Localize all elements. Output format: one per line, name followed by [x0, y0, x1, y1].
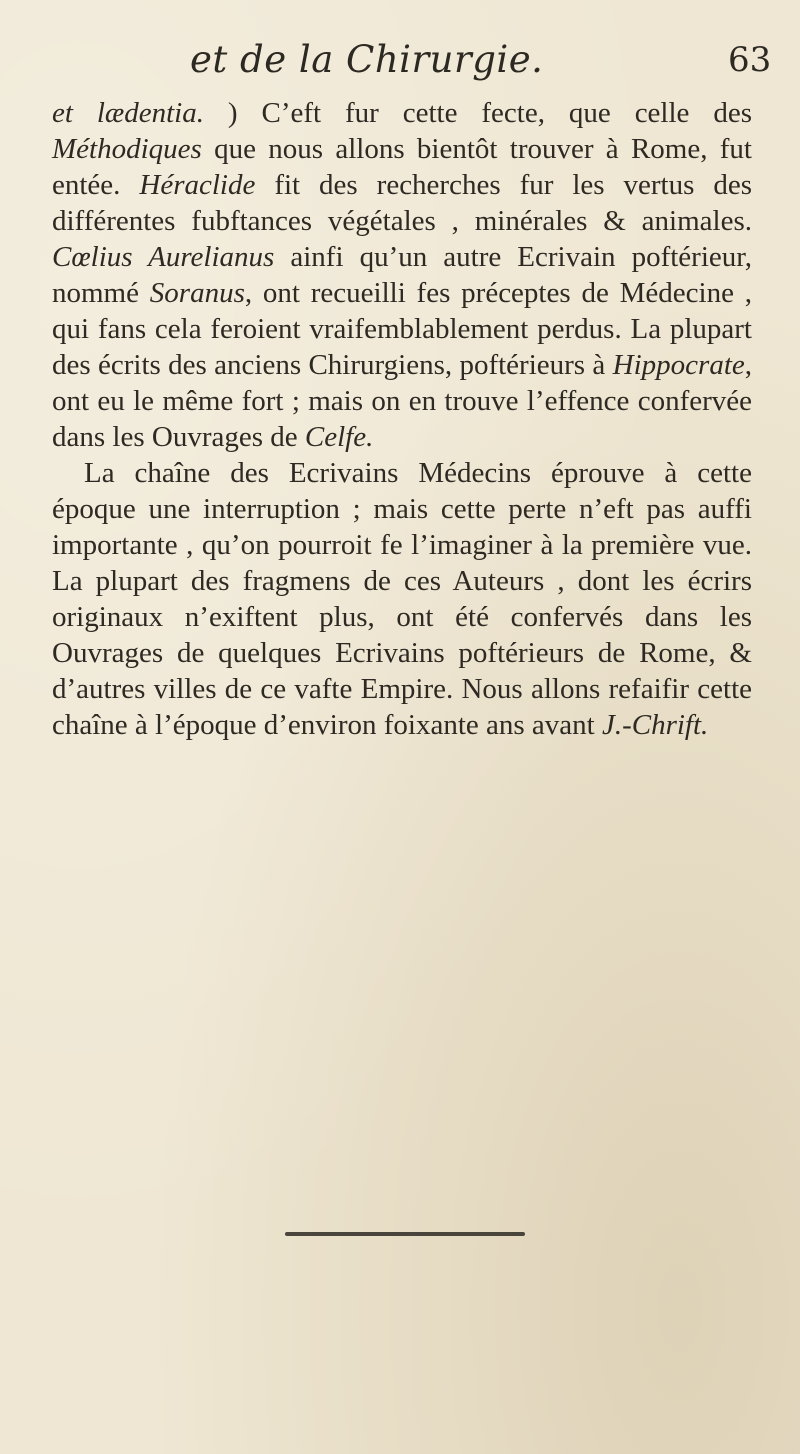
italic-text: Méthodiques	[52, 133, 202, 165]
italic-text: Héraclide	[139, 169, 256, 201]
italic-text: et lædentia.	[52, 97, 204, 129]
italic-text: Cœlius Aurelianus	[52, 241, 275, 273]
page-number: 63	[728, 40, 772, 80]
text-run: ) C’eft fur cette fecte, que celle des	[204, 97, 752, 129]
italic-text: Hippocrate	[612, 349, 745, 381]
body-text	[52, 95, 752, 743]
text-run: ainfi qu’un autre Ecrivain poftérieur, nommé	[52, 241, 752, 309]
ornamental-rule	[285, 1232, 525, 1236]
text-run: , ont eu le même fort ; mais on en trouve l’effence confervée dans les Ouvrages de	[52, 349, 752, 453]
text-run: que nous allons bientôt trouver à Rome, fut entée.	[52, 133, 752, 201]
italic-text: Soranus	[149, 277, 245, 309]
text-run: , ont recueilli fes préceptes de Médecine , qui fans cela feroient vraifemblablement perdus. La plupart des écrits des anciens Chirurgiens, poftérieurs à	[52, 277, 752, 381]
italic-text: J.-Chrift.	[601, 709, 709, 741]
running-title: et de la Chirurgie.	[190, 38, 544, 81]
text-run: La chaîne des Ecrivains Médecins éprouve à cette époque une interruption ; mais cette perte n’eft pas auffi importante , qu’on pourroit fe l’imaginer à la première vue. La plupart des fragmens de ces Auteurs , dont les écrirs originaux n’exiftent plus, ont été confervés dans les Ouvrages de quelques Ecrivains poftérieurs de Rome, & d’autres villes de ce vafte Empire. Nous allons refaifir cette chaîne à l’époque d’environ foixante ans avant	[52, 457, 752, 741]
paragraph	[52, 455, 752, 743]
italic-text: Celfe.	[304, 421, 374, 453]
paragraph	[52, 95, 752, 455]
text-run: fit des recherches fur les vertus des différentes fubftances végétales , minérales & animales.	[52, 169, 753, 237]
